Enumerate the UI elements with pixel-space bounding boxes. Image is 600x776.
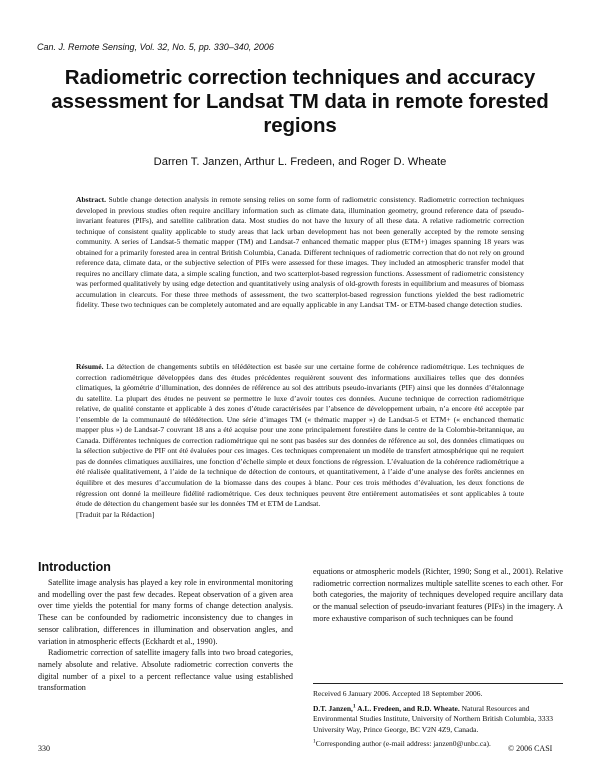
journal-volume: , Vol. 32, No. 5, pp. 330–340, 2006: [134, 42, 274, 52]
footnote-mark: 1: [352, 703, 356, 710]
journal-name: Can. J. Remote Sensing: [37, 42, 135, 52]
abstract-text: Subtle change detection analysis in remote sensing relies on some form of radiometric consistency. Radiometric correction techniques developed in previous studies often require ancillary information such as climate data, illumination geometry, ground reference data of pseudo-invariant features (PIFs), and satellite calibration data. Most studies do not have the luxury of all these data. A relative radiometric correction technique of consistent quality applicable to study areas that lack urban development has not been generally accepted by the remote sensing community. A series of Landsat-5 thematic mapper (TM) and Landsat-7 enhanced thematic mapper plus (ETM+) images spanning 18 years was obtained for a primarily forested area in central British Columbia, Canada. Different techniques of radiometric correction that do not rely on ground reference data, climate data, or the subjective selection of PIFs were assessed for these images. They included an atmospheric transfer model that requires no ancillary climate data, a simple scaling function, and two scatterplot-based regression functions. Assessment of radiometric consistency was performed qualitatively by using edge detection and quantitatively using analysis of old-growth forests in equilibrium and measures of biomass accumulation in clearcuts. For these three methods of assessment, the two scatterplot-based regression functions yielded the best radiometric fidelity. These two techniques can be completely automated and are equally applicable in any Landsat TM- or ETM-based change detection studies.: [76, 195, 524, 310]
resume-label: Résumé.: [76, 362, 104, 371]
corresponding-author: Corresponding author (e-mail address: janzen0@unbc.ca).: [315, 738, 491, 748]
author-affiliation: [313, 704, 563, 735]
resume: [76, 362, 524, 520]
resume-text: La détection de changements subtils en télédétection est basée sur une certaine forme de cohérence radiométrique. Les techniques de correction radiométrique développées dans des études précédentes requièrent souvent des informations auxiliaires telles que des données climatiques, la géométrie d’illumination, des données de référence au sol des attributs pseudo-invariants (PIF) ainsi que les données d’étalonnage du satellite. La plupart des études ne peuvent se permettre le luxe d’avoir toutes ces données. Aucune technique de correction radiométrique relative, de qualité constante et applicable à des zones d’étude caractérisées par l’absence de développement urbain, n’a encore été acceptée par l’ensemble de la communauté de télédétection. Une série d’images TM (« thématic mapper ») de Landsat-5 et ETM+ (« enchanced thematic mapper plus ») de Landsat-7 couvrant 18 ans a été acquise pour une zone principalement forestière dans le centre de la Colombie-britannique, au Canada. Différentes techniques de correction radiométrique qui ne sont pas basées sur des données de référence au sol, des données climatiques ou la sélection subjective de PIF ont été évaluées pour ces images. Ces techniques comprenaient un modèle de transfert atmosphérique qui ne requiert pas de données climatiques auxiliaires, une fonction d’échelle simple et deux fonctions de régression. L’évaluation de la cohérence radiométrique a été réalisée qualitativement, à l’aide de la technique de détection de contours, et quantitativement, à l’aide d’une analyse des forêts anciennes en équilibre et des mesures d’accumulation de la biomasse dans des coupes à blanc. Pour ces trois méthodes d’évaluation, les deux fonctions de régression ont donné la meilleure fidélité radiométrique. Ces deux techniques peuvent être entièrement automatisées et sont applicables à toute étude de détection du changement basée sur les données TM et ETM de Landsat.: [76, 362, 524, 509]
copyright: © 2006 CASI: [508, 744, 553, 753]
affiliation-other-authors: A.L. Fredeen, and R.D. Wheate.: [355, 704, 460, 714]
footnote-mark-2: 1: [313, 738, 316, 745]
page-number: 330: [38, 744, 50, 753]
intro-paragraph-1: Satellite image analysis has played a key role in environmental monitoring and modelling over the past few decades. Repeat observation of a given area over time yields the potential for many forms of change detection analysis. These can be confounded by radiometric inconsistency due to changes in sensor calibration, differences in illumination and observation angles, and variation in atmospheric effects (Eckhardt et al., 1990).: [38, 578, 293, 646]
article-authors: Darren T. Janzen, Arthur L. Fredeen, and Roger D. Wheate: [153, 156, 447, 168]
abstract-label: Abstract.: [76, 195, 106, 204]
article-title: Radiometric correction techniques and accuracy assessment for Landsat TM data in remote forested regions: [51, 66, 549, 137]
body-column-right: [313, 566, 563, 625]
received-dates: Received 6 January 2006. Accepted 18 September 2006.: [313, 689, 483, 698]
journal-citation: [37, 42, 274, 52]
intro-paragraph-2: Radiometric correction of satellite imagery falls into two broad categories, namely absolute and relative. Absolute radiometric correction converts the digital number of a pixel to a percent reflectance value using established transformation: [38, 648, 293, 693]
section-heading-introduction: Introduction: [38, 560, 111, 574]
intro-paragraph-continued: equations or atmospheric models (Richter, 1990; Song et al., 2001). Relative radiometric correction normalizes multiple satellite scenes to each other. For both categories, the majority of techniques developed require ancillary data or the manual selection of pseudo-invariant features (PIFs) in the imagery. A more exhaustive comparison of such techniques can be found: [313, 567, 563, 623]
body-column-left: [38, 577, 293, 694]
affiliation-address: Natural Resources and Environmental Studies Institute, University of Northern British Columbia, 3333 University Way, Prince George, BC V2N 4Z9, Canada.: [313, 704, 553, 734]
abstract: [76, 195, 524, 311]
translation-note: [Traduit par la Rédaction]: [76, 509, 155, 519]
affiliation-first-author: D.T. Janzen,: [313, 704, 353, 714]
